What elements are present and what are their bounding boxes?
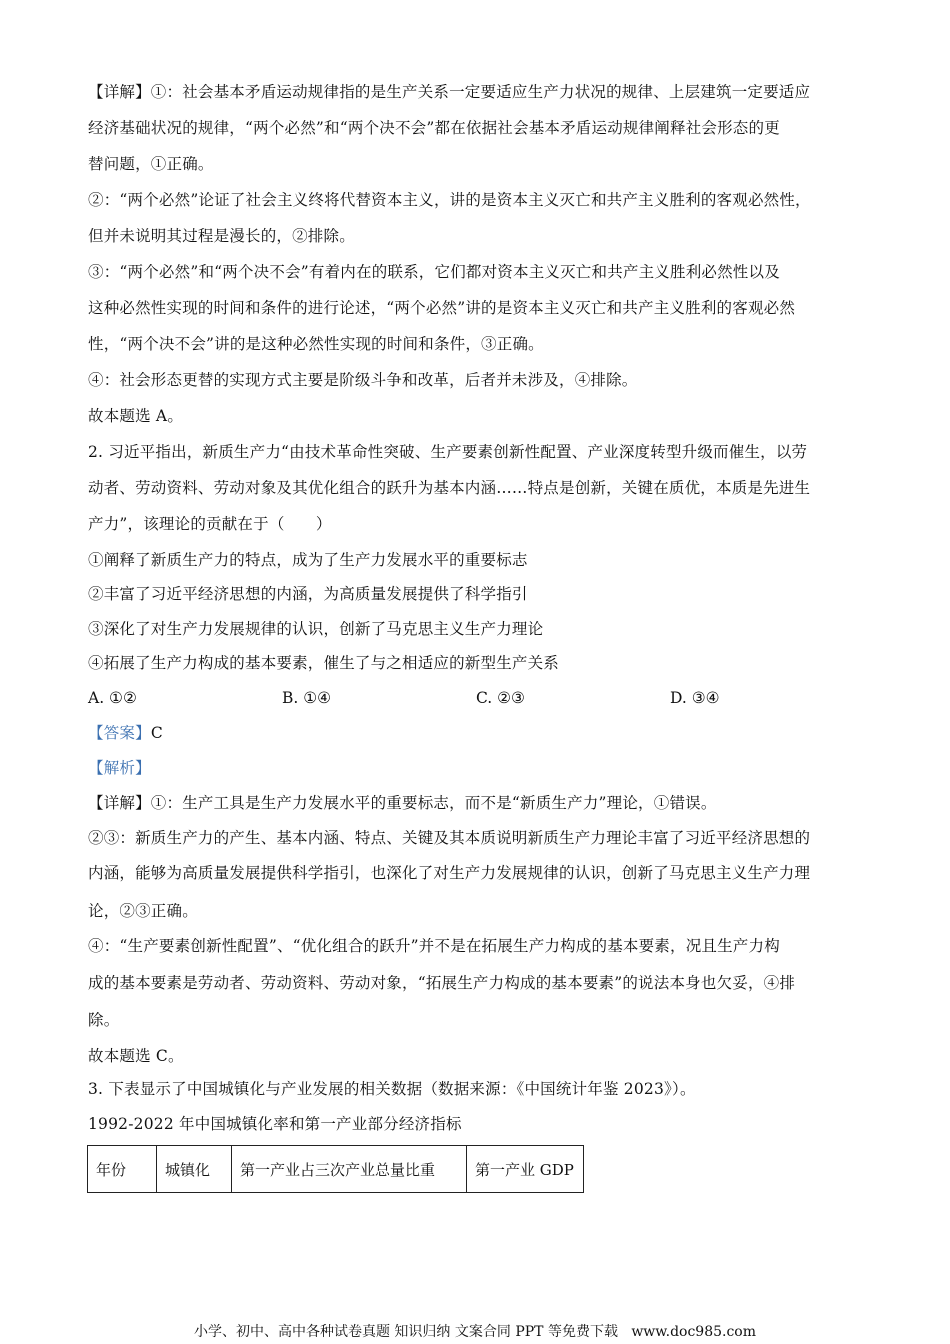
q1-detail-line-1: 【详解】①：社会基本矛盾运动规律指的是生产关系一定要适应生产力状况的规律、上层建筑一定要适应: [88, 83, 811, 101]
q2-conclusion: 故本题选 C。: [88, 1047, 184, 1065]
table-header-year: 年份: [88, 1146, 157, 1193]
q2-detail-line-5: ④：“生产要素创新性配置”、“优化组合的跃升”并不是在拓展生产力构成的基本要素，况且生产力构: [88, 937, 780, 955]
footer-url: www.doc985.com: [631, 1324, 757, 1340]
page-footer: [0, 1322, 950, 1342]
q2-option-a: A. ①②: [88, 689, 137, 707]
q2-option-b: B. ①④: [282, 689, 332, 707]
q2-option-d: D. ③④: [670, 689, 720, 707]
q2-detail-line-6: 成的基本要素是劳动者、劳动资料、劳动对象，“拓展生产力构成的基本要素”的说法本身也欠妥，④排: [88, 974, 796, 992]
q2-detail-line-7: 除。: [88, 1011, 120, 1029]
q3-stem: 3. 下表显示了中国城镇化与产业发展的相关数据（数据来源：《中国统计年鉴 2023》）。: [88, 1080, 696, 1098]
q2-detail-line-2: ②③：新质生产力的产生、基本内涵、特点、关键及其本质说明新质生产力理论丰富了习近平经济思想的: [88, 829, 811, 847]
q2-detail-line-1: 【详解】①：生产工具是生产力发展水平的重要标志，而不是“新质生产力”理论，①错误。: [88, 794, 717, 812]
q2-detail-line-3: 内涵，能够为高质量发展提供科学指引，也深化了对生产力发展规律的认识，创新了马克思主义生产力理: [88, 864, 811, 882]
q1-detail-line-9: ④：社会形态更替的实现方式主要是阶级斗争和改革，后者并未涉及，④排除。: [88, 371, 638, 389]
q1-detail-line-6: ③：“两个必然”和“两个决不会”有着内在的联系，它们都对资本主义灭亡和共产主义胜利必然性以及: [88, 263, 780, 281]
q2-stem-line-3: 产力”，该理论的贡献在于（ ）: [88, 515, 332, 533]
table-header-urbanization: 城镇化: [157, 1146, 232, 1193]
q1-detail-line-7: 这种必然性实现的时间和条件的进行论述，“两个必然”讲的是资本主义灭亡和共产主义胜利的客观必然: [88, 299, 796, 317]
q1-detail-line-4: ②：“两个必然”论证了社会主义终将代替资本主义，讲的是资本主义灭亡和共产主义胜利的客观必然性，: [88, 191, 811, 209]
q2-statement-3: ③深化了对生产力发展规律的认识，创新了马克思主义生产力理论: [88, 620, 544, 638]
q2-statement-2: ②丰富了习近平经济思想的内涵，为高质量发展提供了科学指引: [88, 585, 528, 603]
q2-statement-1: ①阐释了新质生产力的特点，成为了生产力发展水平的重要标志: [88, 551, 528, 569]
q1-detail-line-8: 性，“两个决不会”讲的是这种必然性实现的时间和条件，③正确。: [88, 335, 544, 353]
footer-text: 小学、初中、高中各种试卷真题 知识归纳 文案合同 PPT 等免费下载: [193, 1324, 618, 1340]
q2-statement-4: ④拓展了生产力构成的基本要素，催生了与之相适应的新型生产关系: [88, 654, 560, 672]
q1-detail-line-2: 经济基础状况的规律，“两个必然”和“两个决不会”都在依据社会基本矛盾运动规律阐释社会形态的更: [88, 119, 780, 137]
q1-conclusion: 故本题选 A。: [88, 407, 184, 425]
q3-data-table: [87, 1145, 584, 1193]
table-header-primary-share: 第一产业占三次产业总量比重: [232, 1146, 467, 1193]
q2-stem-line-1: 2. 习近平指出，新质生产力“由技术革命性突破、生产要素创新性配置、产业深度转型升级而催生，以劳: [88, 443, 808, 461]
q2-option-c: C. ②③: [476, 689, 525, 707]
q2-stem-line-2: 动者、劳动资料、劳动对象及其优化组合的跃升为基本内涵……特点是创新，关键在质优，本质是先进生: [88, 479, 811, 497]
q2-answer: [88, 722, 163, 744]
q2-detail-line-4: 论，②③正确。: [88, 902, 198, 920]
q1-detail-line-5: 但并未说明其过程是漫长的，②排除。: [88, 227, 355, 245]
answer-label: 【答案】: [88, 724, 151, 742]
table-header-primary-gdp: 第一产业 GDP: [467, 1146, 584, 1193]
q3-table-title: 1992-2022 年中国城镇化率和第一产业部分经济指标: [88, 1115, 462, 1133]
q2-analysis-label: 【解析】: [88, 759, 151, 777]
table-header-row: [88, 1146, 584, 1193]
q1-detail-line-3: 替问题，①正确。: [88, 155, 214, 173]
answer-value: C: [150, 724, 163, 742]
